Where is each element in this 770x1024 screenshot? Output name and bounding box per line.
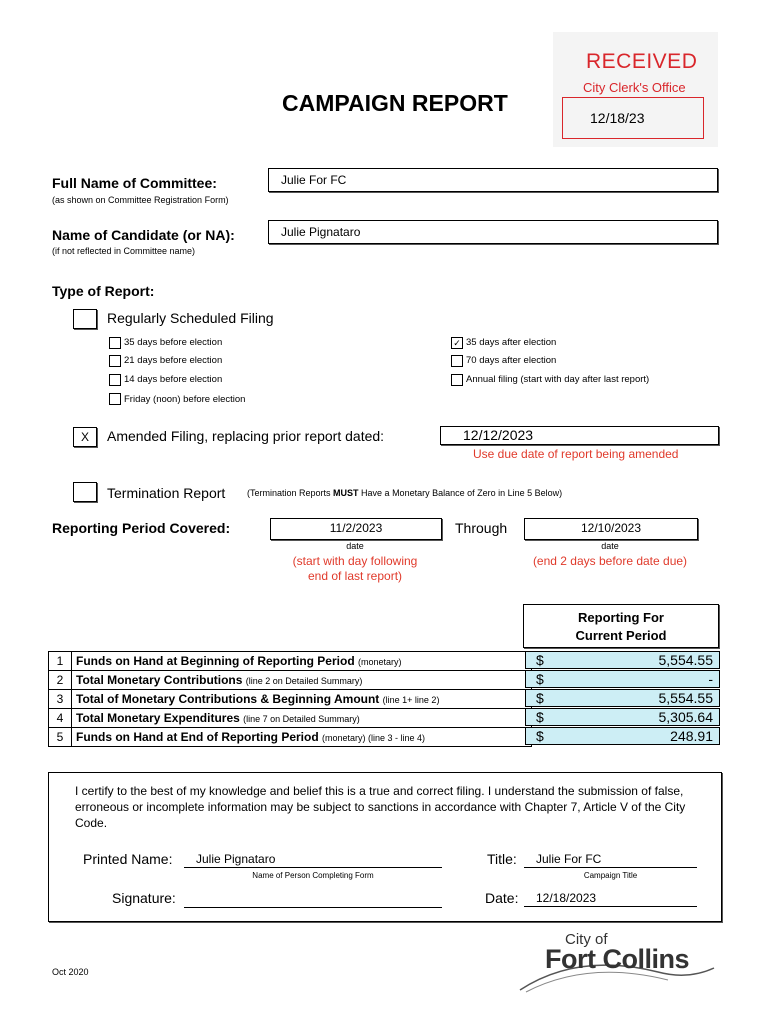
line-label: Total Monetary Expenditures (76, 711, 240, 725)
line-note: (line 1+ line 2) (382, 695, 440, 705)
period-start-note-2: end of last report) (307, 569, 403, 583)
line-description (72, 690, 532, 709)
logo-city-of: City of (565, 931, 608, 948)
line-label: Total of Monetary Contributions & Beginning Amount (76, 692, 380, 706)
opt-14-before-checkbox[interactable] (109, 374, 121, 386)
amended-checkbox[interactable]: X (73, 427, 97, 447)
opt-35-before-checkbox[interactable] (109, 337, 121, 349)
dollar-sign: $ (536, 690, 544, 706)
opt-annual-checkbox[interactable] (451, 374, 463, 386)
period-start-note-1: (start with day following (292, 554, 418, 568)
termination-checkbox[interactable] (73, 482, 97, 502)
summary-header-line2: Current Period (575, 628, 667, 643)
form-version: Oct 2020 (52, 967, 89, 977)
period-start-field[interactable]: 11/2/2023 (270, 518, 442, 540)
termination-note-must: MUST (333, 488, 359, 498)
committee-field[interactable]: Julie For FC (268, 168, 718, 192)
line-description (72, 709, 532, 728)
line-label: Total Monetary Contributions (76, 673, 243, 687)
date-label: Date: (485, 890, 519, 906)
amount: - (708, 671, 713, 687)
stamp-office-text: City Clerk's Office (583, 80, 686, 95)
committee-label: Full Name of Committee: (52, 175, 217, 191)
table-row (49, 652, 532, 671)
termination-note-post: Have a Monetary Balance of Zero in Line 5 Below) (358, 488, 563, 498)
amended-label: Amended Filing, replacing prior report dated: (107, 428, 385, 444)
stamp-received-text: RECEIVED (586, 50, 698, 73)
line-note: (line 7 on Detailed Summary) (243, 714, 360, 724)
table-row (49, 709, 532, 728)
certification-text: I certify to the best of my knowledge and belief this is a true and correct filing. I understand the submission of false, erroneous or incomplete information may be subject to sanctions in accordance with Chapter 7, Article V of the City Code. (75, 784, 686, 830)
dollar-sign: $ (536, 709, 544, 725)
opt-35-before-label: 35 days before election (124, 337, 223, 348)
opt-annual-label: Annual filing (start with day after last report) (466, 374, 650, 385)
date-field[interactable]: 12/18/2023 (524, 891, 697, 907)
period-label: Reporting Period Covered: (52, 520, 231, 536)
amount: 5,554.55 (658, 690, 713, 706)
table-row (49, 671, 532, 690)
line-number: 5 (49, 728, 72, 747)
stamp-date: 12/18/23 (590, 110, 645, 126)
period-end-note: (end 2 days before date due) (532, 554, 688, 568)
candidate-note: (if not reflected in Committee name) (52, 246, 196, 256)
summary-header-line1: Reporting For (578, 610, 664, 625)
printed-name-caption: Name of Person Completing Form (252, 871, 374, 880)
regular-filing-checkbox[interactable] (73, 309, 97, 329)
value-cell-line-5[interactable] (525, 727, 720, 745)
opt-friday-checkbox[interactable] (109, 393, 121, 405)
line-number: 4 (49, 709, 72, 728)
period-start-caption: date (346, 541, 364, 551)
termination-note (247, 488, 562, 498)
amount: 5,305.64 (658, 709, 713, 725)
opt-35-after-label: 35 days after election (466, 337, 557, 348)
dollar-sign: $ (536, 652, 544, 668)
title-caption: Campaign Title (583, 871, 638, 880)
through-label: Through (455, 520, 508, 536)
line-note: (monetary) (358, 657, 402, 667)
opt-35-after-checkbox[interactable]: ✓ (451, 337, 463, 349)
value-cell-line-3[interactable] (525, 689, 720, 707)
line-note: (line 2 on Detailed Summary) (245, 676, 363, 686)
dollar-sign: $ (536, 671, 544, 687)
summary-table (48, 651, 532, 747)
page-title: CAMPAIGN REPORT (282, 90, 508, 116)
line-label: Funds on Hand at Beginning of Reporting Period (76, 654, 355, 668)
line-description (72, 652, 532, 671)
period-end-caption: date (601, 541, 619, 551)
amended-date-field[interactable]: 12/12/2023 (440, 426, 719, 445)
amount: 248.91 (670, 728, 713, 744)
amount: 5,554.55 (658, 652, 713, 668)
value-cell-line-2[interactable] (525, 670, 720, 688)
signature-field[interactable] (184, 891, 442, 908)
opt-70-after-checkbox[interactable] (451, 355, 463, 367)
type-of-report-label: Type of Report: (52, 283, 155, 299)
title-field[interactable]: Julie For FC (524, 852, 697, 868)
termination-note-pre: (Termination Reports (247, 488, 334, 498)
line-number: 1 (49, 652, 72, 671)
summary-header (523, 604, 719, 648)
line-label: Funds on Hand at End of Reporting Period (76, 730, 319, 744)
opt-21-before-label: 21 days before election (124, 355, 223, 366)
opt-14-before-label: 14 days before election (124, 374, 223, 385)
line-description (72, 728, 532, 747)
candidate-field[interactable]: Julie Pignataro (268, 220, 718, 244)
termination-label: Termination Report (107, 485, 226, 501)
opt-21-before-checkbox[interactable] (109, 355, 121, 367)
title-label: Title: (487, 851, 517, 867)
opt-friday-label: Friday (noon) before election (124, 394, 246, 405)
opt-70-after-label: 70 days after election (466, 355, 557, 366)
candidate-label: Name of Candidate (or NA): (52, 227, 235, 243)
line-description (72, 671, 532, 690)
amended-note: Use due date of report being amended (473, 447, 679, 461)
line-number: 2 (49, 671, 72, 690)
table-row (49, 728, 532, 747)
line-note: (monetary) (line 3 - line 4) (322, 733, 426, 743)
dollar-sign: $ (536, 728, 544, 744)
period-end-field[interactable]: 12/10/2023 (524, 518, 698, 540)
value-cell-line-1[interactable] (525, 651, 720, 669)
line-number: 3 (49, 690, 72, 709)
table-row (49, 690, 532, 709)
printed-name-label: Printed Name: (83, 851, 173, 867)
regular-filing-label: Regularly Scheduled Filing (107, 310, 274, 326)
logo-fort-collins: Fort Collins (545, 944, 689, 974)
value-cell-line-4[interactable] (525, 708, 720, 726)
signature-label: Signature: (112, 890, 176, 906)
printed-name-field[interactable]: Julie Pignataro (184, 852, 442, 868)
committee-note: (as shown on Committee Registration Form) (52, 195, 229, 205)
